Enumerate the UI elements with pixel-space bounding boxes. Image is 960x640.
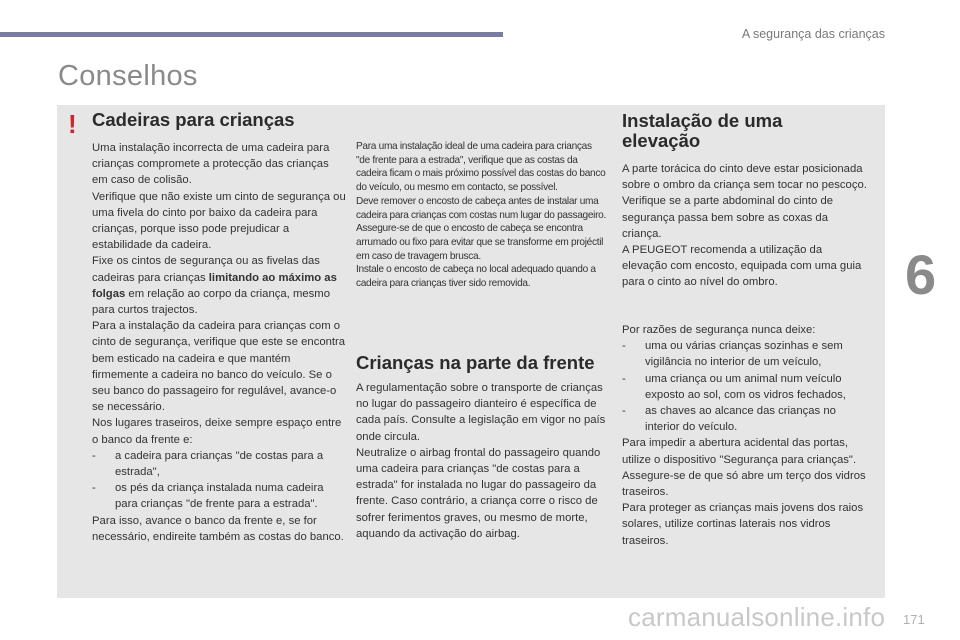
paragraph: Para impedir a abertura acidental das portas, utilize o dispositivo "Segurança para crianças".: [622, 437, 857, 466]
list-item: - uma criança ou um animal num veículo exposto ao sol, com os vidros fechados,: [622, 372, 846, 401]
list-item: - os pés da criança instalada numa cadeira para crianças "de frente para a estrada".: [92, 482, 324, 511]
booster-heading: Instalação de uma elevação: [622, 110, 783, 151]
paragraph: Verifique que não existe um cinto de segurança ou uma fivela do cinto por baixo da cadeira para crianças, porque isso pode prejudicar a estabilidade da cadeira.: [92, 190, 346, 252]
paragraph: Para proteger as crianças mais jovens dos raios solares, utilize cortinas laterais nos vidros traseiros.: [622, 502, 864, 547]
booster-body: [622, 161, 868, 291]
note: Deve remover o encosto de cabeça antes de instalar uma cadeira para crianças com costas num lugar do passageiro.: [356, 195, 606, 221]
seat-install-notes: [356, 140, 608, 291]
list-item: - uma ou várias crianças sozinhas e sem vigilância no interior de um veículo,: [622, 340, 843, 369]
section-title: A segurança das crianças: [741, 27, 885, 41]
paragraph: Para a instalação da cadeira para crianças com o cinto de segurança, verifique que este se encontra bem esticado na cadeira e que mantém firmemente a cadeira no banco do veículo. Se o seu banco do passageiro for regulável, avance-o se necessário.: [92, 320, 346, 414]
paragraph: Nos lugares traseiros, deixe sempre espaço entre o banco da frente e:: [92, 417, 342, 446]
paragraph: A parte torácica do cinto deve estar posicionada sobre o ombro da criança sem tocar no pescoço.: [622, 163, 867, 192]
front-seat-heading: Crianças na parte da frente: [356, 352, 595, 373]
header-accent-bar: [0, 32, 503, 37]
front-seat-body: [356, 380, 608, 542]
note: Para uma instalação ideal de uma cadeira para crianças "de frente para a estrada", verifique que as costas da cadeira ficam o mais próximo possível das costas do banco do veículo, ou mesmo em contacto, se possível.: [356, 141, 606, 194]
watermark: carmanualsonline.info: [628, 602, 886, 632]
paragraph: Neutralize o airbag frontal do passageiro quando uma cadeira para crianças "de costas para a estrada" for instalada no lugar do passageiro da frente. Caso contrário, a criança corre o risco de sofrer ferimentos graves, ou mesmo de morte, aquando da activação do airbag.: [356, 446, 601, 540]
list-item: - as chaves ao alcance das crianças no interior do veículo.: [622, 405, 836, 434]
note: Instale o encosto de cabeça no local adequado quando a cadeira para crianças tiver sido removida.: [356, 264, 596, 290]
paragraph: Uma instalação incorrecta de uma cadeira para crianças compromete a protecção das crianças em caso de colisão.: [92, 142, 330, 187]
list-item: - a cadeira para crianças "de costas para a estrada",: [92, 449, 324, 479]
child-seats-body: [92, 140, 346, 545]
child-seats-heading: Cadeiras para crianças: [92, 109, 295, 130]
paragraph: A PEUGEOT recomenda a utilização da elevação com encosto, equipada com uma guia para o cinto ao nível do ombro.: [622, 244, 862, 289]
warning-icon: !: [68, 109, 77, 139]
page-title: Conselhos: [58, 60, 198, 92]
paragraph: A regulamentação sobre o transporte de crianças no lugar do passageiro dianteiro é específica de cada país. Consulte a legislação em vigor no país onde circula.: [356, 382, 606, 443]
emphasis: limitando ao máximo as folgas: [92, 271, 337, 300]
paragraph: Por razões de segurança nunca deixe:: [622, 324, 816, 336]
paragraph: Assegure-se de que só abre um terço dos vidros traseiros.: [622, 469, 866, 499]
page-number: 171: [903, 612, 925, 627]
note: Assegure-se de que o encosto de cabeça se encontra arrumado ou fixo para evitar que se transforme em projéctil em caso de travagem brusca.: [356, 223, 604, 262]
safety-advice-body: [622, 322, 868, 549]
paragraph: Fixe os cintos de segurança ou as fivelas das cadeiras para crianças limitando ao máximo as folgas em relação ao corpo da criança, mesmo para curtos trajectos.: [92, 255, 337, 317]
paragraph: Para isso, avance o banco da frente e, se for necessário, endireite também as costas do banco.: [92, 514, 344, 543]
paragraph: Verifique se a parte abdominal do cinto de segurança passa bem sobre as coxas da criança.: [622, 195, 834, 240]
chapter-number: 6: [905, 243, 937, 306]
